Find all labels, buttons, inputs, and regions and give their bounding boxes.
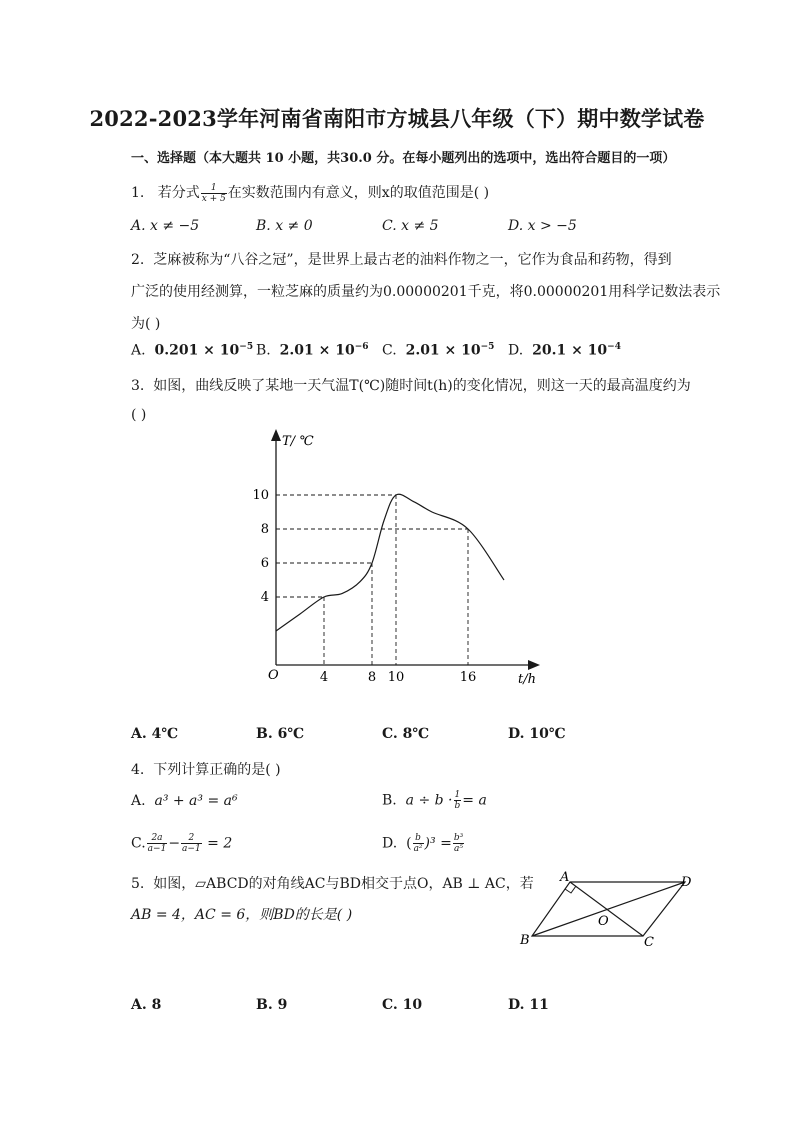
q4-d-fraction (413, 833, 424, 854)
q4-number: 4. (131, 762, 145, 778)
q4-d-frac-num: b (413, 833, 424, 844)
label-b: B (520, 933, 530, 948)
q3-option-a[interactable]: A. 4℃ (131, 726, 179, 742)
q4-option-b[interactable] (382, 790, 487, 811)
q4-b-post: = a (462, 792, 487, 809)
question-4 (131, 759, 281, 779)
q1-option-a[interactable]: A. x ≠ −5 (131, 218, 200, 234)
label-o: O (598, 914, 609, 929)
q1-frac-den: x + 5 (201, 193, 226, 204)
q5-number: 5. (131, 876, 145, 892)
question-3 (131, 375, 691, 395)
q4-d-frac-den: a² (413, 844, 423, 854)
q3-line2: ( ) (131, 407, 147, 423)
q4-c-f1-num: 2a (147, 833, 168, 844)
q4-c-minus: − (168, 835, 181, 852)
q4-d-res-num: b³ (453, 833, 464, 843)
q2-a-label: A. (131, 342, 146, 359)
q2-line2: 广泛的使用经测算，一粒芝麻的质量约为0.00000201千克，将0.00000201用科学记数法表示 (131, 284, 721, 300)
q1-fraction (201, 183, 227, 204)
q2-d-label: D. (508, 342, 524, 359)
q4-c-fraction-1 (147, 833, 168, 854)
q5-option-d[interactable]: D. 11 (508, 997, 549, 1013)
q2-b-label: B. (256, 342, 271, 359)
y-tick-label: 8 (260, 522, 269, 537)
q2-option-d[interactable] (508, 342, 621, 359)
q2-line1: 芝麻被称为“八谷之冠”，是世界上最古老的油料作物之一，它作为食品和药物，得到 (153, 252, 672, 268)
question-2 (131, 249, 672, 269)
y-tick-label: 6 (260, 556, 269, 571)
chart-ticks (252, 488, 476, 685)
y-axis-label: T/ ℃ (282, 434, 314, 449)
q2-b-base: 2.01 × 10 (279, 342, 355, 359)
q4-c-f2-den: a−1 (182, 844, 201, 854)
x-tick-label: 10 (387, 670, 405, 685)
q4-d-result (453, 833, 464, 854)
y-tick-label: 10 (252, 488, 269, 503)
q4-c-f2-num: 2 (181, 833, 202, 844)
q2-d-base: 20.1 × 10 (532, 342, 608, 359)
q1-frac-num: 1 (201, 183, 227, 194)
q4-d-res-den: a⁵ (454, 844, 463, 854)
q4-b-fraction (454, 790, 462, 811)
q5-option-c[interactable]: C. 10 (382, 997, 423, 1013)
y-tick-label: 4 (260, 590, 269, 605)
q4-c-fraction-2 (181, 833, 202, 854)
page-title: 2022-2023学年河南省南阳市方城县八年级（下）期中数学试卷 (89, 106, 705, 131)
x-tick-label: 16 (459, 670, 477, 685)
q3-line1: 如图，曲线反映了某地一天气温T(℃)随时间t(h)的变化情况，则这一天的最高温度约为 (153, 378, 691, 394)
q4-a-label: A. (131, 793, 146, 809)
q4-b-frac-num: 1 (454, 790, 461, 800)
label-a: A (560, 870, 570, 885)
y-axis-arrow (271, 429, 281, 441)
q4-stem: 下列计算正确的是( ) (153, 762, 281, 778)
q1-pre: 若分式 (157, 185, 200, 201)
q1-option-d[interactable]: D. x > −5 (508, 218, 577, 234)
q5-option-a[interactable]: A. 8 (131, 997, 162, 1013)
q4-option-a[interactable] (131, 793, 238, 809)
x-axis-arrow (528, 660, 540, 670)
label-d: D (681, 875, 692, 890)
q4-d-rparen: )³ = (424, 835, 452, 852)
temperature-chart (250, 425, 550, 695)
q2-c-base: 2.01 × 10 (405, 342, 481, 359)
label-c: C (644, 935, 654, 950)
q2-c-exp: −5 (480, 342, 495, 352)
question-5 (131, 873, 534, 893)
q2-a-base: 0.201 × 10 (154, 342, 240, 359)
q2-option-c[interactable] (382, 342, 494, 359)
q4-b-label: B. (382, 792, 397, 809)
q2-c-label: C. (382, 342, 397, 359)
q1-option-c[interactable]: C. x ≠ 5 (382, 218, 439, 234)
q4-c-f1-den: a−1 (147, 844, 167, 854)
q3-option-d[interactable]: D. 10℃ (508, 726, 566, 742)
section-heading: 一、选择题（本大题共 10 小题，共30.0 分。在每小题列出的选项中，选出符合题目的一项） (131, 151, 676, 166)
q5-line1: 如图，▱ABCD的对角线AC与BD相交于点O，AB ⊥ AC，若 (153, 876, 534, 892)
q2-option-a[interactable] (131, 342, 253, 359)
q4-d-lparen: ( (406, 835, 412, 852)
x-tick-label: 8 (367, 670, 377, 685)
q4-a-expr: a³ + a³ = a⁶ (154, 793, 238, 809)
parallelogram-figure (515, 866, 705, 956)
q2-number: 2. (131, 252, 145, 268)
q2-line3: 为( ) (131, 316, 161, 332)
q3-option-c[interactable]: C. 8℃ (382, 726, 430, 742)
q4-c-label: C. (131, 835, 146, 852)
q1-number: 1. (131, 185, 145, 201)
q4-c-post: = 2 (207, 835, 233, 852)
temperature-curve (276, 494, 504, 631)
q4-option-c[interactable] (131, 833, 232, 854)
q2-d-exp: −4 (607, 342, 621, 352)
q4-b-frac-den: b (454, 801, 461, 811)
q1-option-b[interactable]: B. x ≠ 0 (256, 218, 313, 234)
x-axis-label: t/h (518, 672, 536, 687)
q4-option-d[interactable] (382, 833, 465, 854)
question-1 (131, 182, 489, 204)
q5-line2: AB = 4，AC = 6，则BD的长是( ) (131, 907, 353, 923)
x-tick-label: 4 (319, 670, 329, 685)
q2-a-exp: −5 (239, 342, 254, 352)
origin-label: O (268, 668, 279, 683)
q1-post: 在实数范围内有意义，则x的取值范围是( ) (227, 185, 490, 201)
q4-b-pre: a ÷ b · (405, 792, 453, 809)
q5-option-b[interactable]: B. 9 (256, 997, 288, 1013)
q2-b-exp: −6 (354, 342, 369, 352)
chart-guides (276, 495, 468, 665)
q3-option-b[interactable]: B. 6℃ (256, 726, 305, 742)
q2-option-b[interactable] (256, 342, 369, 359)
q4-d-label: D. (382, 835, 398, 852)
q3-number: 3. (131, 378, 145, 394)
